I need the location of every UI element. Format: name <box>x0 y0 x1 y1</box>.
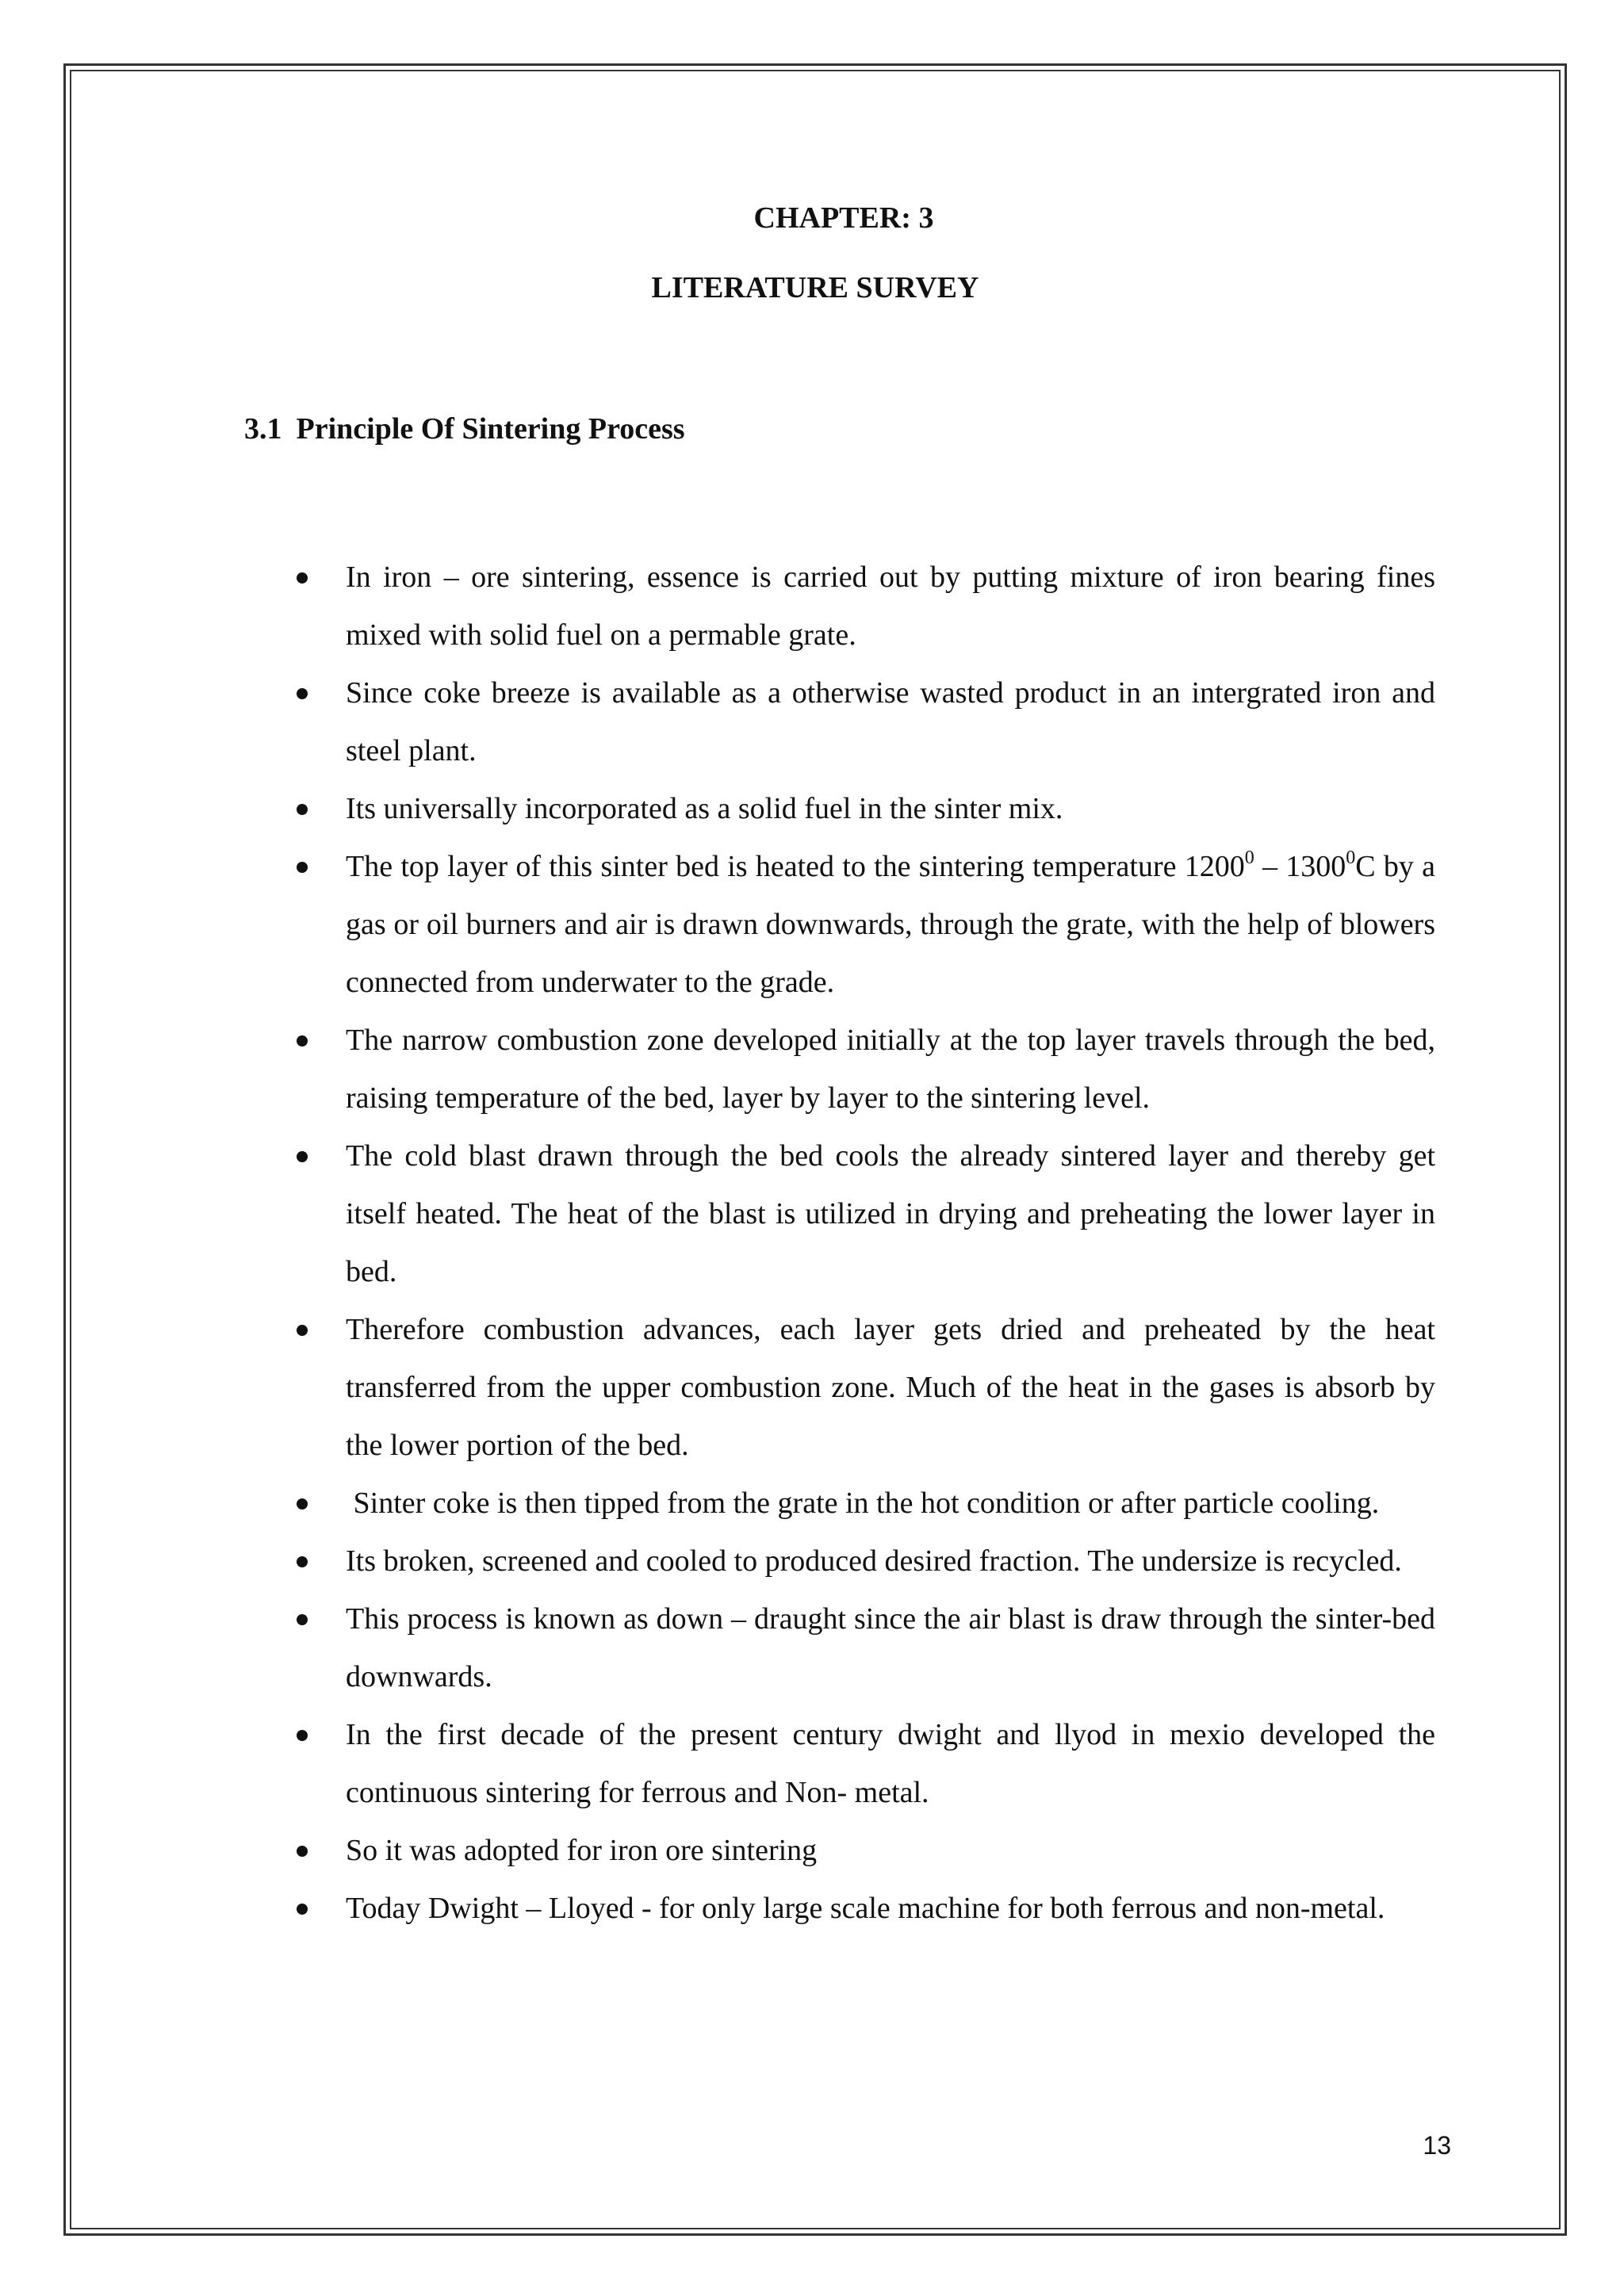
bullet-icon <box>297 1498 308 1510</box>
chapter-subtitle: LITERATURE SURVEY <box>651 271 979 304</box>
bullet-icon <box>297 1730 308 1741</box>
bullet-list <box>346 549 1435 1938</box>
list-item-text: Its broken, screened and cooled to produced desired fraction. The undersize is recycled. <box>346 1544 1402 1578</box>
list-item <box>346 780 1435 838</box>
chapter-title: CHAPTER: 3 <box>753 201 934 235</box>
list-item <box>346 1880 1435 1938</box>
page-number: 13 <box>1423 2131 1451 2160</box>
list-item-text: In the first decade of the present century dwight and llyod in mexio developed the continuous sintering for ferrous and Non- metal. <box>346 1718 1435 1809</box>
list-item <box>346 1533 1435 1590</box>
text-segment: C by a gas or oil burners and air is drawn downwards, through the grate, with the help of blowers connected from underwater to the grade. <box>346 850 1435 999</box>
bullet-icon <box>297 1325 308 1336</box>
list-item-text: Today Dwight – Lloyed - for only large scale machine for both ferrous and non-metal. <box>346 1892 1385 1925</box>
bullet-icon <box>297 804 308 815</box>
superscript: 0 <box>1244 848 1254 868</box>
list-item-text: Its universally incorporated as a solid fuel in the sinter mix. <box>346 792 1063 825</box>
section-title: Principle Of Sintering Process <box>296 412 685 446</box>
list-item-text <box>346 850 1435 999</box>
list-item <box>346 1012 1435 1127</box>
bullet-icon <box>297 1614 308 1625</box>
bullet-icon <box>297 572 308 584</box>
list-item-text: The narrow combustion zone developed initially at the top layer travels through the bed, raising temperature of the bed, layer by layer to the sintering level. <box>346 1024 1435 1115</box>
list-item-text: Since coke breeze is available as a otherwise wasted product in an intergrated iron and steel plant. <box>346 676 1435 767</box>
bullet-icon <box>297 1556 308 1567</box>
list-item-text: This process is known as down – draught since the air blast is draw through the sinter-bed downwards. <box>346 1602 1435 1693</box>
bullet-icon <box>297 862 308 873</box>
list-item <box>346 1301 1435 1475</box>
list-item <box>346 1706 1435 1822</box>
bullet-icon <box>297 1904 308 1915</box>
list-item <box>346 838 1435 1012</box>
list-item <box>346 1127 1435 1301</box>
list-item-text: So it was adopted for iron ore sintering <box>346 1834 818 1867</box>
section-heading <box>244 409 685 449</box>
list-item-text: Therefore combustion advances, each layer gets dried and preheated by the heat transferred from the upper combustion zone. Much of the heat in the gases is absorb by the lower portion of the bed. <box>346 1313 1435 1462</box>
bullet-icon <box>297 1846 308 1857</box>
list-item-text: In iron – ore sintering, essence is carried out by putting mixture of iron bearing fines mixed with solid fuel on a permable grate. <box>346 561 1435 652</box>
list-item <box>346 549 1435 664</box>
bullet-icon <box>297 1151 308 1162</box>
section-number: 3.1 <box>244 412 282 446</box>
list-item-text: Sinter coke is then tipped from the grate in the hot condition or after particle cooling. <box>346 1487 1380 1520</box>
list-item <box>346 1475 1435 1533</box>
list-item-text: The cold blast drawn through the bed cools the already sintered layer and thereby get itself heated. The heat of the blast is utilized in drying and preheating the lower layer in bed. <box>346 1139 1435 1288</box>
list-item <box>346 664 1435 780</box>
bullet-icon <box>297 688 308 699</box>
list-item <box>346 1590 1435 1706</box>
text-segment: – 1300 <box>1254 850 1346 883</box>
list-item <box>346 1822 1435 1880</box>
bullet-icon <box>297 1035 308 1047</box>
text-segment: The top layer of this sinter bed is heated to the sintering temperature 1200 <box>346 850 1245 883</box>
superscript: 0 <box>1346 848 1356 868</box>
